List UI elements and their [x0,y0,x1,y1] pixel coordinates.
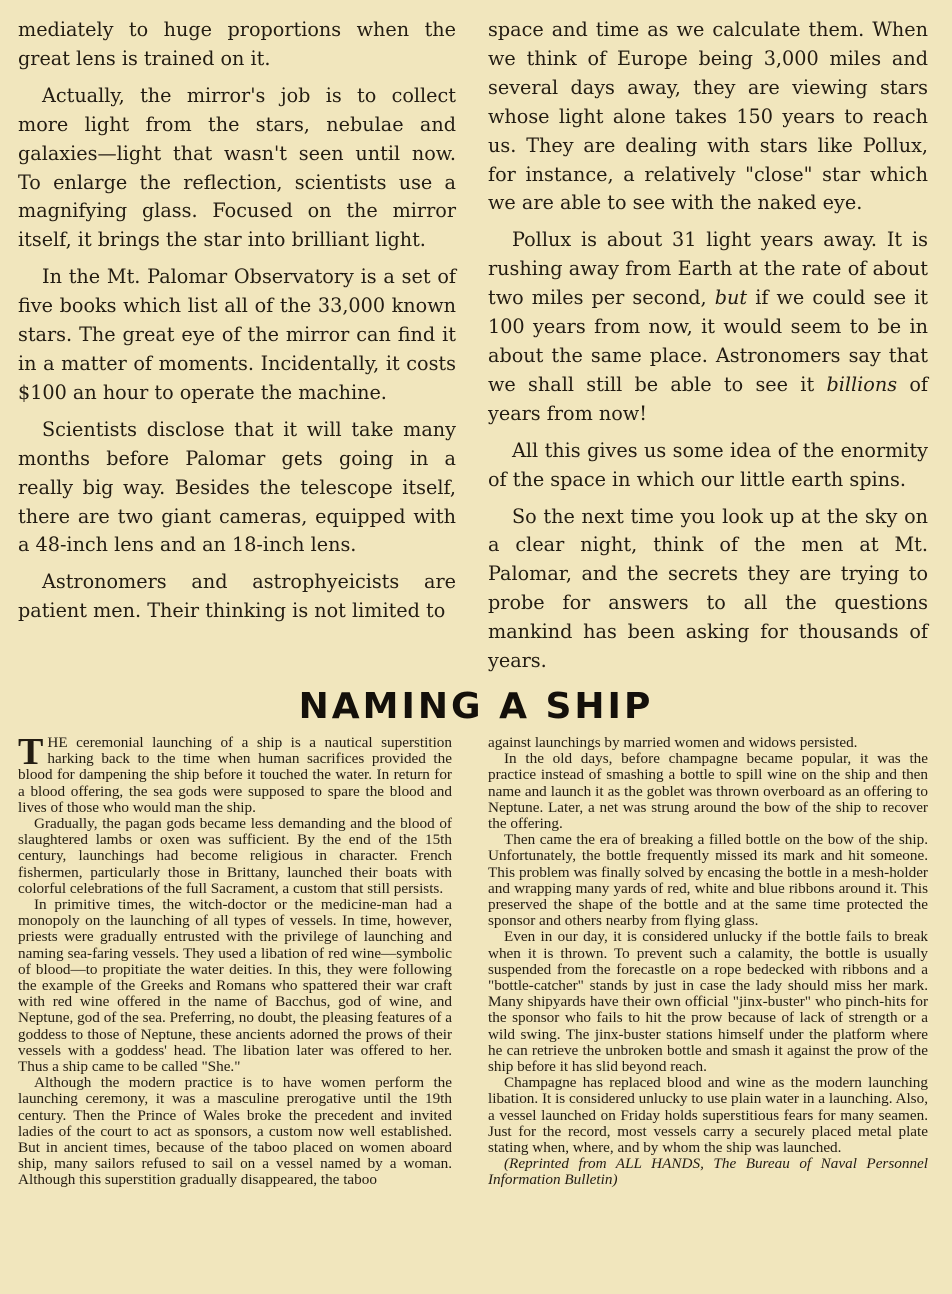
article-title: NAMING A SHIP [298,686,654,727]
paragraph-pollux [488,226,928,428]
paragraph: Then came the era of breaking a filled bottle on the bow of the ship. Unfortunately, the bottle frequently missed its mark and hit someone. This problem was finally solved by encasing the bottle in a mesh-holder and wrapping many yards of red, white and blue ribbons around it. This preserved the shape of the bottle and at the same time protected the sponsor and others nearby from flying glass. [488,831,928,930]
paragraph: against launchings by married women and widows persisted. [488,734,858,751]
paragraph: In the Mt. Palomar Observatory is a set of five books which list all of the 33,000 known stars. The great eye of the mirror can find it in a matter of moments. Incidentally, it costs $100 an hour to operate the machine. [18,265,456,404]
emphasis-but: but [714,286,748,310]
paragraph: Actually, the mirror's job is to collect more light from the stars, nebulae and galaxies—light that wasn't seen until now. To enlarge the reflection, scientists use a magnifying glass. Focused on the mirror itself, it brings the star into brilliant light. [18,83,456,252]
paragraph: space and time as we calculate them. When we think of Europe being 3,000 miles and several days away, they are viewing stars whose light alone takes 150 years to reach us. They are dealing with stars like Pollux, for instance, a relatively "close" star which we are able to see with the naked eye. [488,18,928,215]
text-run: Pollux is about 31 light years away. It is rushing away from Earth at the rate of about two miles per second, [488,228,928,310]
text-run: of years from now! [488,372,928,425]
paragraph: Champagne has replaced blood and wine as the modern launching libation. It is considered unlucky to use plain water in a launching. Also, a vessel launched on Friday holds superstitious fears for many seamen. Just for the record, most vessels carry a securely placed metal plate stating when, where, and by whom the ship was launched. [488,1074,928,1157]
paragraph: In primitive times, the witch-doctor or the medicine-man had a monopoly on the launching of all types of vessels. In time, however, priests were gradually entrusted with the privilege of launching and naming sea-faring vessels. They used a libation of red wine—symbolic of blood—to propitiate the water deities. In this, they were following the example of the Greeks and Romans who spattered their war craft with red wine offered in the name of Bacchus, god of wine, and Neptune, god of the sea. Preferring, no doubt, the pleasing features of a goddess to those of Neptune, these ancients adorned the prows of their vessels with a goddess' head. The libation later was offered to her. Thus a ship came to be called "She." [18,896,452,1076]
top-article-left-column [18,16,456,634]
paragraph: All this gives us some idea of the enormity of the space in which our little earth spins. [488,438,928,491]
paragraph [18,731,452,816]
paragraph: Astronomers and astrophyeicists are patient men. Their thinking is not limited to [18,570,456,623]
text-run: HE ceremonial launching of a ship is a nautical superstition harking back to the time when human sacrifices provided the blood for dampening the ship before it touched the water. In return for a blood offering, the sea gods were supposed to spare the blood and lives of those who would man the ship. [18,734,452,816]
paragraph: Even in our day, it is considered unlucky if the bottle fails to break when it is thrown. To prevent such a calamity, the bottle is usually suspended from the forecastle on a rope bedecked with ribbons and a "bottle-catcher" stands by just in case the lady should miss her mark. Many shipyards have their own official "jinx-buster" who pinch-hits for the sponsor who fails to hit the prow because of lack of strength or a wild swing. The jinx-buster stations himself under the platform where he can retrieve the unbroken bottle and smash it against the prow of the ship before it has slid beyond reach. [488,928,928,1076]
paragraph: Although the modern practice is to have women perform the launching ceremony, it was a masculine prerogative until the 19th century. Then the Prince of Wales broke the precedent and invited ladies of the court to act as sponsors, a custom now well established. But in ancient times, because of the taboo placed on women aboard ship, many sailors refused to sail on a vessel named by a woman. Although this superstition gradually disappeared, the taboo [18,1074,452,1189]
naming-article-right-column [488,735,928,1189]
paragraph: mediately to huge proportions when the great lens is trained on it. [18,18,456,70]
emphasis-billions: billions [826,372,898,396]
text-run: if we could see it 100 years from now, it would seem to be in about the same place. Astronomers say that we shall still be able to see it [488,286,928,396]
naming-article-left-column [18,731,452,1189]
reprint-credit: (Reprinted from ALL HANDS, The Bureau of Naval Personnel Information Bulletin) [488,1155,928,1189]
drop-cap: T [18,731,44,773]
paragraph: In the old days, before champagne became popular, it was the practice instead of smashing a bottle to spill wine on the ship and then name and launch it as the goblet was thrown overboard as an offering to Neptune. Later, a net was strung around the bow of the ship to recover the offering. [488,750,928,833]
paragraph: Gradually, the pagan gods became less demanding and the blood of slaughtered lambs or oxen was sufficient. By the end of the 15th century, launchings had become religious in character. French fishermen, particularly those in Brittany, launched their boats with colorful celebrations of the full Sacrament, a custom that still persists. [18,815,452,897]
paragraph: Scientists disclose that it will take many months before Palomar gets going in a really big way. Besides the telescope itself, there are two giant cameras, equipped with a 48-inch lens and an 18-inch lens. [18,417,456,557]
paragraph: So the next time you look up at the sky on a clear night, think of the men at Mt. Palomar, and the secrets they are trying to probe for answers to all the questions mankind has been asking for thousands of years. [488,504,928,673]
top-article-right-column [488,16,928,684]
